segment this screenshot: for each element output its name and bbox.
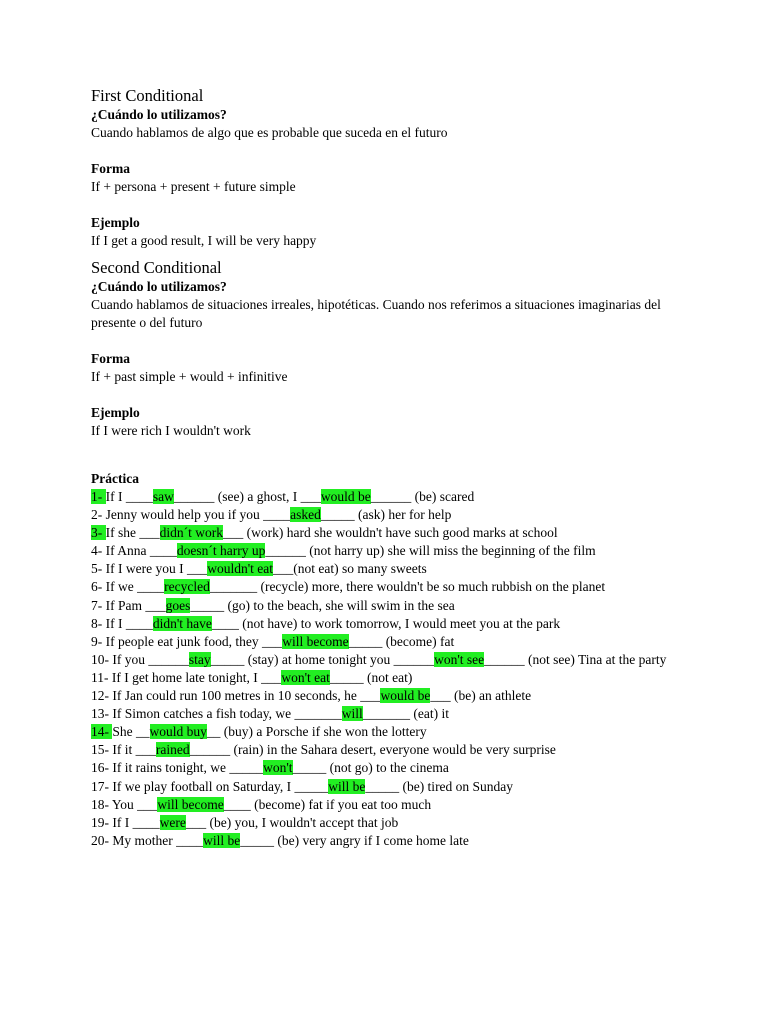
- exercise-text: ______ (not harry up) she will miss the beginning of the film: [265, 543, 596, 559]
- exercise-text: ______ (not see) Tina at the party: [484, 651, 667, 667]
- highlighted-answer: rained: [155, 742, 190, 758]
- exercise-text: ____ (not have) to work tomorrow, I would meet you at the park: [211, 615, 561, 631]
- exercise-text: ______ (be) scared: [370, 489, 475, 504]
- highlighted-answer: would be: [380, 688, 431, 704]
- second-when-text: Cuando hablamos de situaciones irreales, hipotéticas. Cuando nos referimos a situaciones imaginarias del presente o del futuro: [91, 297, 661, 330]
- spacer: [91, 196, 691, 214]
- first-when-text: Cuando hablamos de algo que es probable que suceda en el futuro: [91, 125, 448, 140]
- second-example-text: If I were rich I wouldn't work: [91, 423, 251, 438]
- exercise-text: 16- If it rains tonight, we _____: [91, 760, 264, 776]
- exercise-item: [91, 560, 691, 578]
- exercise-text: ___(not eat) so many sweets: [273, 561, 427, 577]
- exercise-text: _____ (not eat): [329, 669, 413, 685]
- spacer: [91, 458, 691, 470]
- second-form-label: Forma: [91, 351, 130, 366]
- exercise-text: _____ (be) very angry if I come home late: [240, 832, 469, 848]
- exercise-item: [91, 542, 691, 560]
- exercise-text: 18- You ___: [91, 796, 158, 812]
- highlighted-answer: will: [341, 706, 363, 722]
- highlighted-answer: will become: [157, 796, 224, 812]
- highlighted-answer: will be: [328, 778, 366, 794]
- exercise-item: [91, 633, 691, 651]
- first-conditional-title: First Conditional: [91, 86, 204, 105]
- exercise-item: [91, 524, 691, 542]
- exercise-text: ______ (rain) in the Sahara desert, everyone would be very surprise: [189, 742, 556, 758]
- practice-label: Práctica: [91, 471, 139, 486]
- exercise-text: If I ____: [105, 489, 153, 504]
- exercise-text: 2- Jenny would help you if you ____: [91, 507, 291, 523]
- exercise-text: _____ (go) to the beach, she will swim in the sea: [190, 597, 455, 613]
- exercise-item: [91, 651, 691, 669]
- highlighted-answer: 1-: [91, 489, 106, 504]
- highlighted-answer: would buy: [149, 724, 207, 740]
- spacer: [91, 250, 691, 258]
- exercise-text: 11- If I get home late tonight, I ___: [91, 669, 282, 685]
- exercise-text: 12- If Jan could run 100 metres in 10 seconds, he ___: [91, 688, 381, 704]
- document-page: [91, 86, 691, 850]
- exercise-item: [91, 687, 691, 705]
- first-form-label: Forma: [91, 161, 130, 176]
- second-conditional-title: Second Conditional: [91, 258, 222, 277]
- exercise-text: _____ (become) fat: [348, 633, 455, 649]
- exercise-item: [91, 669, 691, 687]
- exercise-item: [91, 832, 691, 850]
- exercise-text: ______ (see) a ghost, I ___: [173, 489, 321, 504]
- highlighted-answer: saw: [152, 489, 174, 504]
- exercise-text: 9- If people eat junk food, they ___: [91, 633, 283, 649]
- first-example-text: If I get a good result, I will be very happy: [91, 233, 317, 248]
- second-form-text: If + past simple + would + infinitive: [91, 369, 288, 384]
- exercise-text: _____ (ask) her for help: [320, 507, 452, 523]
- exercise-text: ___ (be) you, I wouldn't accept that job: [185, 814, 399, 830]
- exercise-item: [91, 705, 691, 723]
- exercise-item: [91, 488, 691, 506]
- exercise-item: [91, 778, 691, 796]
- highlighted-answer: would be: [320, 489, 371, 504]
- exercise-text: ___ (be) an athlete: [430, 688, 532, 704]
- exercise-text: _______ (recycle) more, there wouldn't be so much rubbish on the planet: [209, 579, 606, 595]
- exercise-item: [91, 597, 691, 615]
- exercise-text: 19- If I ____: [91, 814, 160, 830]
- highlighted-answer: doesn´t harry up: [176, 543, 266, 559]
- exercise-text: She __: [112, 724, 150, 740]
- exercise-text: ____ (become) fat if you eat too much: [223, 796, 432, 812]
- exercise-item: [91, 741, 691, 759]
- highlighted-answer: won't eat: [281, 669, 330, 685]
- exercise-text: _____ (not go) to the cinema: [292, 760, 449, 776]
- exercise-text: 8- If I ____: [91, 615, 153, 631]
- highlighted-answer: goes: [165, 597, 191, 613]
- highlighted-answer: didn't have: [152, 615, 212, 631]
- exercise-text: 20- My mother ____: [91, 832, 204, 848]
- exercise-text: 10- If you ______: [91, 651, 189, 667]
- first-example-label: Ejemplo: [91, 215, 140, 230]
- exercise-item: [91, 796, 691, 814]
- spacer: [91, 386, 691, 404]
- exercise-text: _______ (eat) it: [362, 706, 449, 722]
- highlighted-answer: didn´t work: [159, 525, 223, 541]
- highlighted-answer: stay: [188, 651, 211, 667]
- second-when-label: ¿Cuándo lo utilizamos?: [91, 279, 227, 294]
- highlighted-answer: won't: [263, 760, 293, 776]
- first-when-label: ¿Cuándo lo utilizamos?: [91, 107, 227, 122]
- highlighted-answer: asked: [290, 507, 321, 523]
- spacer: [91, 332, 691, 350]
- highlighted-answer: recycled: [164, 579, 210, 595]
- exercise-text: _____ (stay) at home tonight you ______: [210, 651, 435, 667]
- exercise-text: 4- If Anna ____: [91, 543, 177, 559]
- highlighted-answer: 14-: [91, 724, 113, 740]
- exercise-text: _____ (be) tired on Sunday: [365, 778, 514, 794]
- exercise-item: [91, 723, 691, 741]
- exercise-text: 7- If Pam ___: [91, 597, 166, 613]
- spacer: [91, 440, 691, 458]
- highlighted-answer: wouldn't eat: [207, 561, 274, 577]
- exercise-text: 17- If we play football on Saturday, I _____: [91, 778, 329, 794]
- highlighted-answer: 3-: [91, 525, 106, 541]
- exercise-list: [91, 488, 691, 850]
- exercise-text: If she ___: [105, 525, 160, 541]
- exercise-text: 6- If we ____: [91, 579, 165, 595]
- exercise-text: 5- If I were you I ___: [91, 561, 208, 577]
- highlighted-answer: won't see: [434, 651, 485, 667]
- highlighted-answer: will be: [203, 832, 241, 848]
- first-form-text: If + persona + present + future simple: [91, 179, 296, 194]
- exercise-item: [91, 814, 691, 832]
- exercise-text: 13- If Simon catches a fish today, we _______: [91, 706, 342, 722]
- highlighted-answer: were: [159, 814, 186, 830]
- highlighted-answer: will become: [282, 633, 349, 649]
- exercise-item: [91, 578, 691, 596]
- exercise-text: __ (buy) a Porsche if she won the lottery: [206, 724, 427, 740]
- exercise-item: [91, 759, 691, 777]
- exercise-text: ___ (work) hard she wouldn't have such good marks at school: [223, 525, 558, 541]
- exercise-item: [91, 615, 691, 633]
- second-example-label: Ejemplo: [91, 405, 140, 420]
- spacer: [91, 142, 691, 160]
- exercise-item: [91, 506, 691, 524]
- exercise-text: 15- If it ___: [91, 742, 156, 758]
